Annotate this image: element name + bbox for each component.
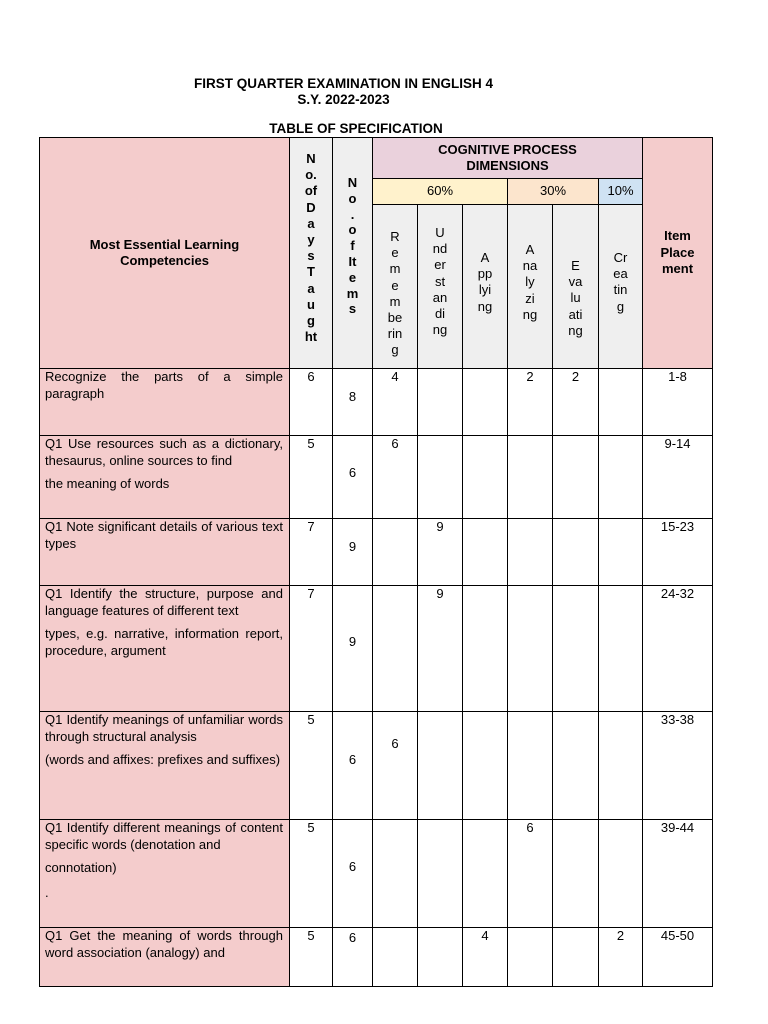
school-year: S.Y. 2022-2023 <box>297 92 390 107</box>
competency-cell <box>39 368 290 436</box>
evaluating-cell: 2 <box>552 368 599 436</box>
items-cell: 9 <box>332 585 373 712</box>
items-cell: 6 <box>332 711 373 820</box>
creating-cell <box>598 518 643 586</box>
competency-text: (words and affixes: prefixes and suffixes) <box>45 752 281 767</box>
analyzing-cell <box>507 711 553 820</box>
evaluating-cell <box>552 518 599 586</box>
evaluating-cell <box>552 927 599 987</box>
item-placement-cell: 24-32 <box>642 585 713 712</box>
item-placement-cell: 1-8 <box>642 368 713 436</box>
competency-cell <box>39 435 290 519</box>
days-cell: 6 <box>289 368 333 436</box>
analyzing-cell <box>507 435 553 519</box>
evaluating-cell <box>552 819 599 928</box>
header-competencies: Most Essential Learning Competencies <box>39 137 290 369</box>
remembering-cell <box>372 585 418 712</box>
evaluating-cell <box>552 711 599 820</box>
item-placement-cell: 9-14 <box>642 435 713 519</box>
applying-cell <box>462 518 508 586</box>
competency-text: the meaning of words <box>45 476 170 491</box>
competency-cell <box>39 518 290 586</box>
items-cell: 9 <box>332 518 373 586</box>
remembering-cell <box>372 927 418 987</box>
header-remembering: R e m e m be rin g <box>372 204 418 369</box>
evaluating-cell <box>552 435 599 519</box>
understanding-cell <box>417 711 463 820</box>
header-applying: A pp lyi ng <box>462 204 508 369</box>
exam-title: FIRST QUARTER EXAMINATION IN ENGLISH 4 <box>193 76 493 91</box>
applying-cell <box>462 435 508 519</box>
analyzing-cell: 6 <box>507 819 553 928</box>
competency-text: . <box>45 884 49 900</box>
remembering-cell <box>372 819 418 928</box>
creating-cell <box>598 368 643 436</box>
competency-text: Q1 Get the meaning of words through word association (analogy) and <box>45 928 283 960</box>
item-placement-cell: 45-50 <box>642 927 713 987</box>
header-pct-10: 10% <box>598 178 643 205</box>
competency-text: Q1 Identify meanings of unfamiliar words through structural analysis <box>45 712 283 744</box>
understanding-cell <box>417 368 463 436</box>
item-placement-cell: 33-38 <box>642 711 713 820</box>
table-title: TABLE OF SPECIFICATION <box>269 121 443 136</box>
header-days-taught: N o. of D a y s T a u g ht <box>289 137 333 369</box>
competency-text: Q1 Use resources such as a dictionary, thesaurus, online sources to find <box>45 436 283 468</box>
competency-cell <box>39 711 290 820</box>
competency-text: Q1 Note significant details of various text types <box>45 519 283 551</box>
analyzing-cell <box>507 518 553 586</box>
analyzing-cell <box>507 585 553 712</box>
creating-cell <box>598 711 643 820</box>
header-pct-60: 60% <box>372 178 508 205</box>
applying-cell <box>462 585 508 712</box>
item-placement-cell: 39-44 <box>642 819 713 928</box>
header-item-placement: Item Place ment <box>642 137 713 369</box>
understanding-cell: 9 <box>417 585 463 712</box>
items-cell: 6 <box>332 819 373 928</box>
header-no-of-items: N o . o f It e m s <box>332 137 373 369</box>
applying-cell <box>462 368 508 436</box>
applying-cell: 4 <box>462 927 508 987</box>
creating-cell <box>598 435 643 519</box>
creating-cell: 2 <box>598 927 643 987</box>
items-cell: 6 <box>332 435 373 519</box>
understanding-cell <box>417 819 463 928</box>
items-cell: 6 <box>332 927 373 987</box>
analyzing-cell <box>507 927 553 987</box>
competency-text: Recognize the parts of a simple paragraph <box>45 369 283 401</box>
understanding-cell <box>417 927 463 987</box>
remembering-cell <box>372 518 418 586</box>
header-creating: Cr ea tin g <box>598 204 643 369</box>
competency-text: connotation) <box>45 860 117 875</box>
competency-text: Q1 Identify the structure, purpose and language features of different text <box>45 586 283 618</box>
competency-text: Q1 Identify different meanings of content specific words (denotation and <box>45 820 283 852</box>
remembering-cell: 4 <box>372 368 418 436</box>
competency-text: types, e.g. narrative, information report, procedure, argument <box>45 626 283 658</box>
header-understanding: U nd er st an di ng <box>417 204 463 369</box>
days-cell: 5 <box>289 927 333 987</box>
understanding-cell <box>417 435 463 519</box>
remembering-cell: 6 <box>372 435 418 519</box>
days-cell: 7 <box>289 585 333 712</box>
days-cell: 7 <box>289 518 333 586</box>
analyzing-cell: 2 <box>507 368 553 436</box>
evaluating-cell <box>552 585 599 712</box>
competency-cell <box>39 585 290 712</box>
header-cognitive-dimensions: COGNITIVE PROCESS DIMENSIONS <box>372 137 643 179</box>
competency-cell <box>39 819 290 928</box>
understanding-cell: 9 <box>417 518 463 586</box>
competency-cell <box>39 927 290 987</box>
remembering-cell: 6 <box>372 711 418 820</box>
applying-cell <box>462 711 508 820</box>
creating-cell <box>598 819 643 928</box>
days-cell: 5 <box>289 435 333 519</box>
items-cell: 8 <box>332 368 373 436</box>
header-pct-30: 30% <box>507 178 599 205</box>
item-placement-cell: 15-23 <box>642 518 713 586</box>
header-evaluating: E va lu ati ng <box>552 204 599 369</box>
days-cell: 5 <box>289 711 333 820</box>
applying-cell <box>462 819 508 928</box>
creating-cell <box>598 585 643 712</box>
header-analyzing: A na ly zi ng <box>507 204 553 369</box>
days-cell: 5 <box>289 819 333 928</box>
